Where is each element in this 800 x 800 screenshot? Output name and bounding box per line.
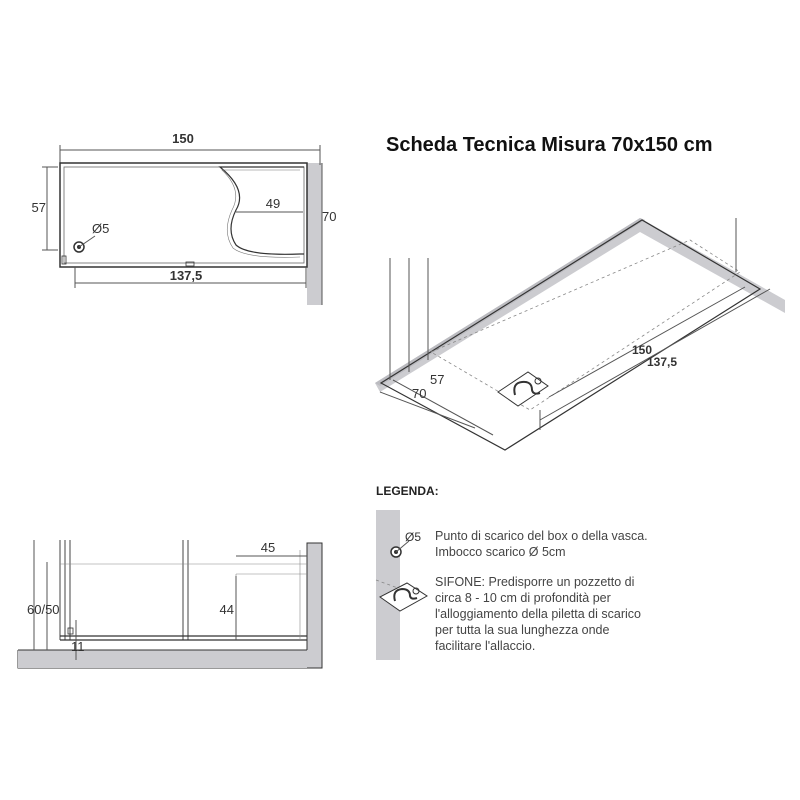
- legend-drain-text: Punto di scarico del box o della vasca. Imbocco scarico Ø 5cm: [435, 529, 648, 559]
- section-base-label: 11: [71, 639, 85, 654]
- page-title: Scheda Tecnica Misura 70x150 cm: [386, 134, 713, 156]
- plan-width-label: 150: [172, 131, 194, 146]
- iso-inner-depth-label: 57: [430, 372, 445, 387]
- section-width-label: 45: [260, 540, 276, 555]
- plan-depth-label: 70: [322, 209, 337, 224]
- plan-inner-width-label: 49: [265, 196, 281, 211]
- section-height-label: 60/50: [27, 602, 60, 617]
- plan-bottom-width-label: 137,5: [169, 268, 203, 283]
- plan-left-depth-label: 57: [31, 200, 46, 215]
- legend-siphon-text: SIFONE: Predisporre un pozzetto di circa 8 - 10 cm di profondità per l'alloggiamento della piletta di scarico per tutta la sua lunghezza onde facilitare l'allaccio.: [435, 575, 641, 653]
- legend-title: LEGENDA:: [376, 484, 439, 498]
- legend-wall-strip: [376, 510, 400, 660]
- iso-length-label: 150: [632, 343, 653, 357]
- legend-drain-symbol-label: Ø5: [405, 530, 422, 544]
- iso-depth-label: 70: [412, 386, 427, 401]
- plan-drain-label: Ø5: [92, 221, 110, 236]
- iso-inner-length-label: 137,5: [647, 355, 678, 369]
- section-inner-height-label: 44: [219, 602, 234, 617]
